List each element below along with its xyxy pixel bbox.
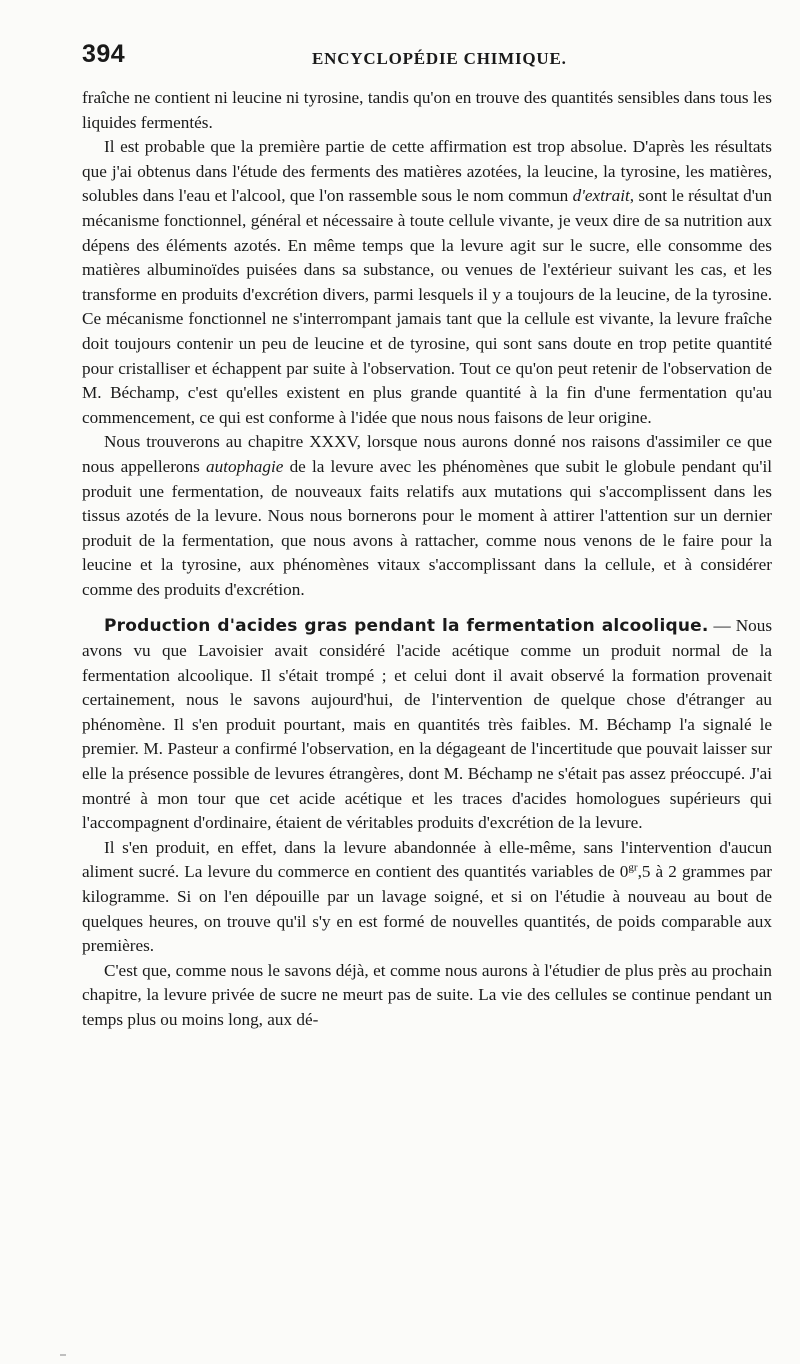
paragraph-text: C'est que, comme nous le savons déjà, et comme nous aurons à l'étudier de plus près au prochain chapitre, la levure privée de sucre ne meurt pas de suite. La vie des cellules se continue pendant un temps plus ou moins long, aux dé- <box>82 960 772 1029</box>
paragraph-text: Il est probable que la première partie de cette affirmation est trop absolue. D'après les résultats que j'ai obtenus dans l'étude des ferments des matières azotées, la leucine, la tyrosine, les matières, solubles dans l'eau et l'alcool, que l'on rassemble sous le nom commun <box>82 137 772 206</box>
paragraph-text: de la levure avec les phénomènes que subit le globule pendant qu'il produit une fermentation, de nouveaux faits relatifs aux mutations qui s'accomplissent dans les tissus azotés de la levure. Nous nous bornerons pour le moment à attirer l'attention sur un dernier produit de la fermentation, que nous avons à rattacher, comme nous venons de le faire pour la leucine et la tyrosine, aux phénomènes vitaux s'accomplissant dans la cellule, et à considérer comme des produits d'excrétion. <box>82 456 772 599</box>
italic-term: d'extrait <box>572 186 630 206</box>
paragraph-text: — Nous avons vu que Lavoisier avait considéré l'acide acétique comme un produit normal de la fermentation alcoolique. Il s'était trompé ; et celui dont il avait observé la formation provenait certainement, nous le savons aujourd'hui, de l'intervention de quelque chose d'étranger au phénomène. Il s'en produit pourtant, mais en quantités très faibles. M. Béchamp l'a signalé le premier. M. Pasteur a confirmé l'observation, en la dégageant de l'incertitude que pouvait laisser sur elle la présence possible de levures étrangères, dont M. Béchamp ne s'était pas assez préoccupé. J'ai montré à mon tour que cet acide acétique et les traces d'acides homologues supérieurs qui l'accompagnent d'ordinaire, étaient de véritables produits d'excrétion de la levure. <box>82 616 773 833</box>
paragraph-text: fraîche ne contient ni leucine ni tyrosine, tandis qu'on en trouve des quantités sensibles dans tous les liquides fermentés. <box>82 88 772 132</box>
body-text <box>82 86 772 1033</box>
paragraph <box>82 135 772 430</box>
paragraph-text: ,5 à 2 grammes par kilogramme. Si on l'en dépouille par un lavage soigné, et si on l'étudie à nouveau au bout de quelques heures, on trouve qu'il s'y en est formé de nouvelles quantités, de poids comparable aux premières. <box>82 862 772 956</box>
unit-superscript: gr <box>628 861 638 874</box>
paragraph <box>82 959 772 1033</box>
paragraph-text: Il s'en produit, en effet, dans la levure abandonnée à elle-même, sans l'intervention d'aucun aliment sucré. La levure du commerce en contient des quantités variables de 0 <box>82 837 772 882</box>
paragraph <box>82 836 772 959</box>
italic-term: autophagie <box>206 456 284 476</box>
section-heading: Production d'acides gras pendant la fermentation alcoolique. <box>104 616 709 637</box>
running-title: ENCYCLOPÉDIE CHIMIQUE. <box>312 49 567 68</box>
page-header <box>82 40 782 74</box>
scan-mark <box>60 1354 66 1356</box>
paragraph-continuation <box>82 86 772 135</box>
paragraph-text: Nous trouverons au chapitre XXXV, lorsque nous aurons donné nos raisons d'assimiler ce que nous appellerons <box>82 432 772 476</box>
paragraph-text: , sont le résultat d'un mécanisme fonctionnel, général et nécessaire à toute cellule vivante, je veux dire de sa nutrition aux dépens des éléments azotés. En même temps que la levure agit sur le sucre, elle consomme des matières albuminoïdes puisées dans sa substance, ou venues de l'extérieur suivant les cas, et les transforme en produits d'excrétion divers, parmi lesquels il y a toujours de la leucine, de la tyrosine. Ce mécanisme fonctionnel ne s'interrompant jamais tant que la cellule est vivante, la levure fraîche doit toujours contenir un peu de leucine et de tyrosine, qui sont sans doute en trop petite quantité pour cristalliser et échappent par suite à l'observation. Tout ce qu'on peut retenir de l'observation de M. Béchamp, c'est qu'elles existent en plus grande quantité à la fin d'une fermentation qu'au commencement, ce qui est conforme à l'idée que nous nous faisons de leur origine. <box>82 186 772 427</box>
section-paragraph <box>82 614 772 835</box>
page-number: 394 <box>82 40 126 68</box>
paragraph <box>82 430 772 602</box>
